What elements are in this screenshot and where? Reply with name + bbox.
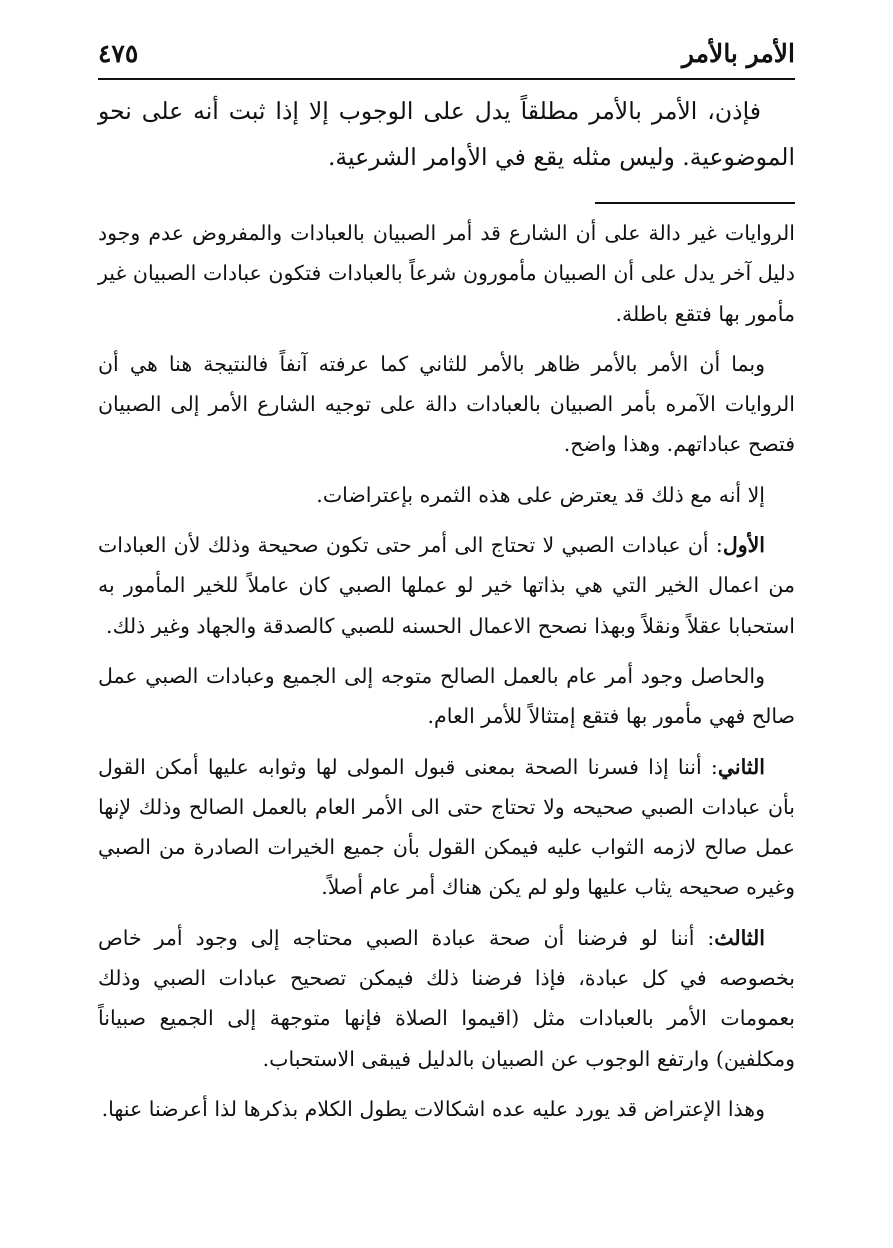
objection-label-second: الثاني	[717, 754, 765, 779]
objection-text-first: : أن عبادات الصبي لا تحتاج الى أمر حتى تكون صحيحة وذلك لأن العبادات من اعمال الخير التي هي بذاتها خير لو عملها الصبي كان عاملاً للخير المأمور به استحبابا عقلاً ونقلاً وبهذا نصحح الاعمال الحسنه للصبي كالصدقة والجهاد وغير ذلك.	[98, 533, 795, 638]
objection-label-third: الثالث	[714, 925, 765, 950]
main-text-block	[98, 88, 795, 180]
objection-label-first: الأول	[722, 533, 765, 558]
footnote-paragraph-2: وبما أن الأمر بالأمر ظاهر بالأمر للثاني كما عرفته آنفاً فالنتيجة هنا هي أن الروايات الآمره بأمر الصبيان بالعبادات دالة على توجيه الشارع الأمر إلى الصبيان فتصح عباداتهم. وهذا واضح.	[98, 351, 795, 457]
running-title: الأمر بالأمر	[681, 39, 795, 68]
footnote-paragraph-third-objection	[98, 918, 795, 1079]
footnote-paragraph-3: إلا أنه مع ذلك قد يعترض على هذه الثمره بإعتراضات.	[316, 482, 765, 507]
footnotes-block	[98, 213, 795, 1139]
header-rule	[98, 78, 795, 80]
footnote-paragraph-1: الروايات غير دالة على أن الشارع قد أمر الصبيان بالعبادات والمفروض عدم وجود دليل آخر يدل على أن الصبيان مأمورون شرعاً بالعبادات فتكون عبادات الصبيان غير مأمور بها فتقع باطلة.	[98, 221, 795, 326]
footnote-paragraph-second-objection	[98, 747, 795, 908]
footnote-paragraph-first-objection	[98, 525, 795, 646]
footnote-separator	[595, 202, 795, 204]
footnote-paragraph-summary: والحاصل وجود أمر عام بالعمل الصالح متوجه إلى الجميع وعبادات الصبي عمل صالح فهي مأمور بها فتقع إمتثالاً للأمر العام.	[98, 663, 795, 729]
footnote-paragraph-closing: وهذا الإعتراض قد يورد عليه عده اشكالات يطول الكلام بذكرها لذا أعرضنا عنها.	[101, 1096, 765, 1121]
running-header	[98, 30, 795, 74]
objection-text-second: : أننا إذا فسرنا الصحة بمعنى قبول المولى لها وثوابه عليها أمكن القول بأن عبادات الصبي صحيحه ولا تحتاج حتى الى الأمر العام بالعمل الصالح وذلك لإنها عمل صالح لازمه الثواب عليه فيمكن القول بأن جميع الخيرات الصادرة من الصبي وغيره صحيحه يثاب عليها ولو لم يكن هناك أمر عام أصلاً.	[98, 754, 795, 900]
page-number: ٤٧٥	[98, 39, 139, 68]
objection-text-third: : أننا لو فرضنا أن صحة عبادة الصبي محتاجه إلى وجود أمر خاص بخصوصه في كل عبادة، فإذا فرضنا ذلك فيمكن تصحيح عبادات الصبي وذلك بعمومات الأمر بالعبادات مثل (اقيموا الصلاة فإنها متوجهة إلى الجميع صبياناً ومكلفين) وارتفع الوجوب عن الصبيان بالدليل فيبقى الاستحباب.	[98, 925, 795, 1071]
main-paragraph: فإذن، الأمر بالأمر مطلقاً يدل على الوجوب إلا إذا ثبت أنه على نحو الموضوعية. وليس مثله يقع في الأوامر الشرعية.	[98, 97, 795, 171]
